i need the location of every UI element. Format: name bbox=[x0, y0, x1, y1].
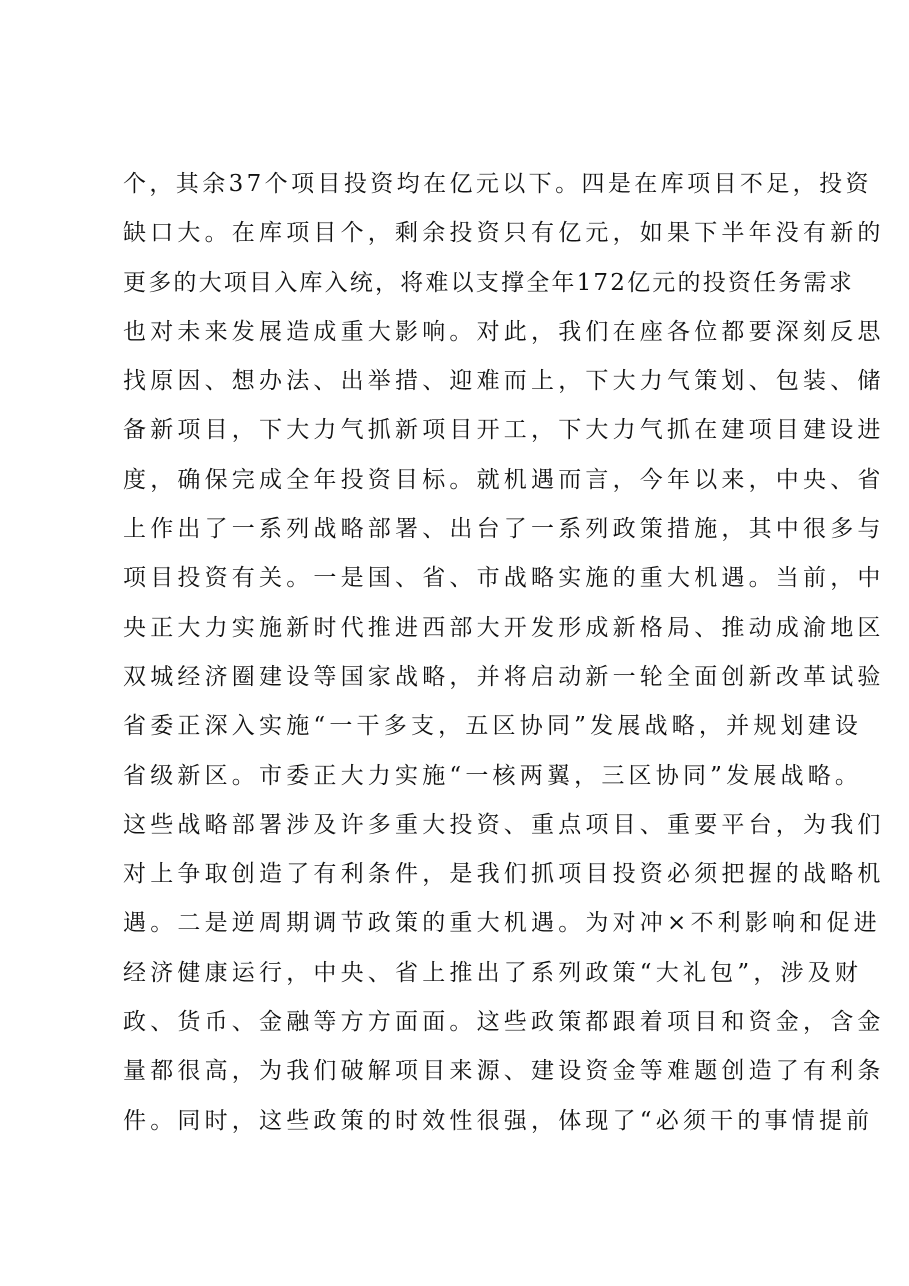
text-line: 央正大力实施新时代推进西部大开发形成新格局、推动成渝地区 bbox=[123, 614, 885, 641]
text-line: 经济健康运行，中央、省上推出了系列政策“大礼包”，涉及财 bbox=[123, 959, 863, 986]
text-line: 更多的大项目入库入统，将难以支撑全年172亿元的投资任务需求 bbox=[123, 269, 854, 296]
text-line: 省委正深入实施“一干多支，五区协同”发展战略，并规划建设 bbox=[123, 713, 863, 740]
text-line: 项目投资有关。一是国、省、市战略实施的重大机遇。当前，中 bbox=[123, 565, 885, 592]
body-text bbox=[123, 160, 885, 1146]
text-line: 双城经济圈建设等国家战略，并将启动新一轮全面创新改革试验 bbox=[123, 663, 885, 690]
text-line: 政、货币、金融等方方面面。这些政策都跟着项目和资金，含金 bbox=[123, 1009, 885, 1036]
text-line: 找原因、想办法、出举措、迎难而上，下大力气策划、包装、储 bbox=[123, 368, 885, 395]
text-line: 件。同时，这些政策的时效性很强，体现了“必须干的事情提前 bbox=[123, 1107, 874, 1134]
text-line: 备新项目，下大力气抓新项目开工，下大力气抓在建项目建设进 bbox=[123, 417, 885, 444]
text-line: 遇。二是逆周期调节政策的重大机遇。为对冲×不利影响和促进 bbox=[123, 910, 881, 937]
text-line: 量都很高，为我们破解项目来源、建设资金等难题创造了有利条 bbox=[123, 1058, 885, 1085]
text-line: 个，其余37个项目投资均在亿元以下。四是在库项目不足，投资 bbox=[123, 171, 872, 197]
text-line: 也对未来发展造成重大影响。对此，我们在座各位都要深刻反思 bbox=[123, 318, 885, 345]
text-line: 度，确保完成全年投资目标。就机遇而言，今年以来，中央、省 bbox=[123, 466, 885, 493]
text-line: 对上争取创造了有利条件，是我们抓项目投资必须把握的战略机 bbox=[123, 861, 885, 888]
text-line: 省级新区。市委正大力实施“一核两翼，三区协同”发展战略。 bbox=[123, 762, 863, 789]
text-line: 上作出了一系列战略部署、出台了一系列政策措施，其中很多与 bbox=[123, 516, 885, 543]
text-line: 这些战略部署涉及许多重大投资、重点项目、重要平台，为我们 bbox=[123, 811, 885, 838]
text-line: 缺口大。在库项目个，剩余投资只有亿元，如果下半年没有新的 bbox=[123, 220, 885, 247]
